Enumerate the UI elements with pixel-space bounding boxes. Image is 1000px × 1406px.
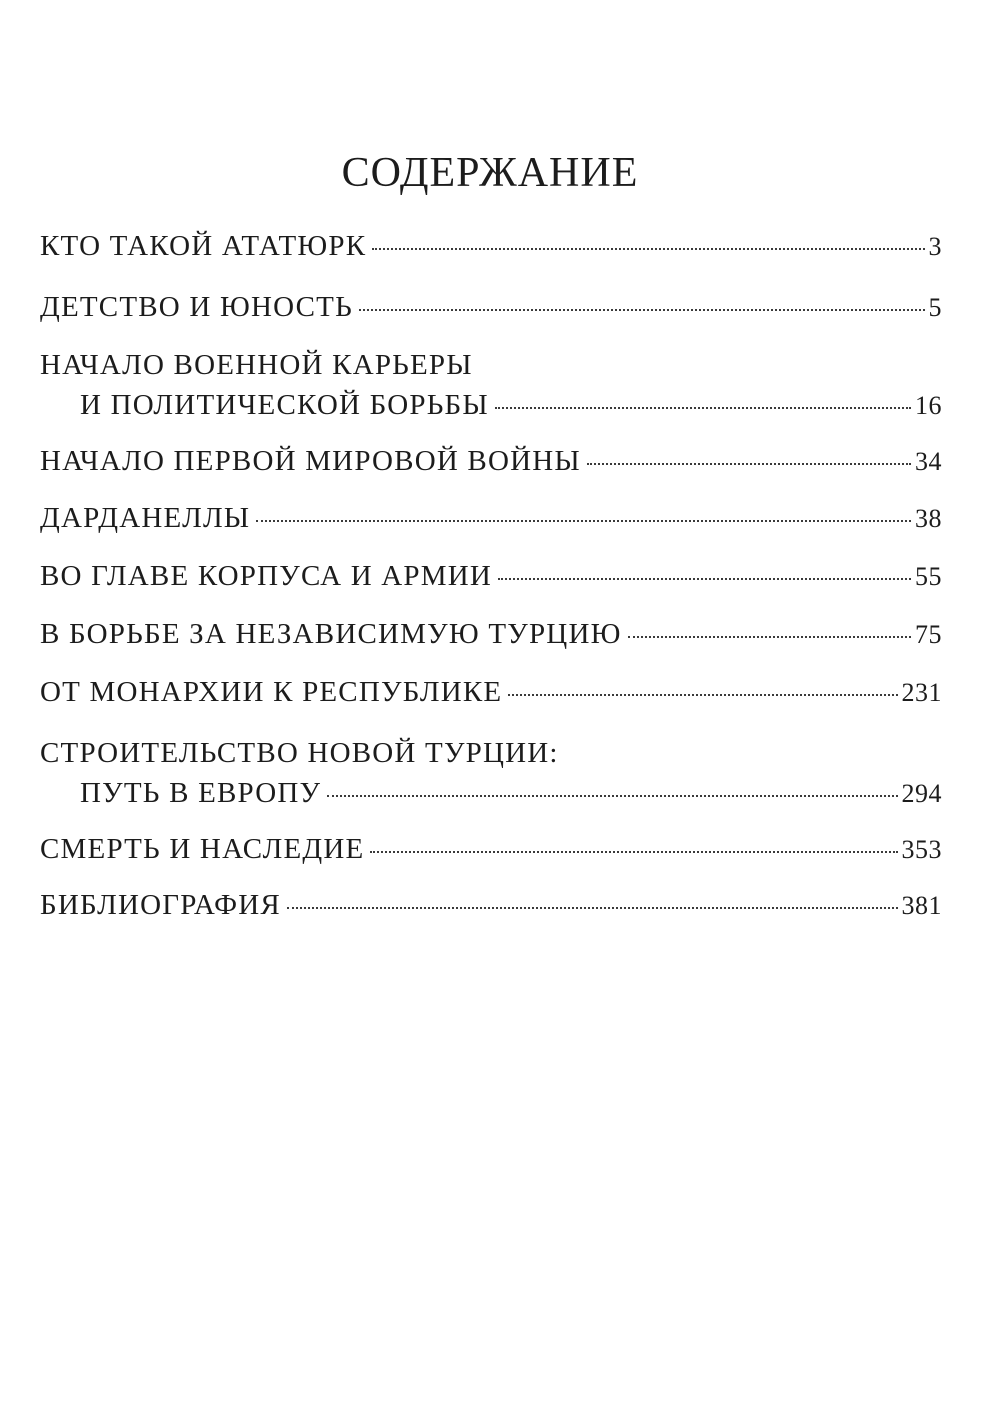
toc-entry-title: ДАРДАНЕЛЛЫ	[40, 502, 251, 534]
toc-dot-leader	[256, 518, 911, 522]
toc-entry-title-line1: СТРОИТЕЛЬСТВО НОВОЙ ТУРЦИИ:	[40, 737, 559, 769]
toc-page-number: 38	[915, 504, 942, 533]
toc-dot-leader	[287, 905, 898, 909]
toc-entry[interactable]	[40, 345, 942, 426]
toc-entry[interactable]	[40, 498, 942, 539]
toc-dot-leader	[359, 307, 925, 311]
toc-entry[interactable]	[40, 672, 942, 713]
toc-title: СОДЕРЖАНИЕ	[341, 150, 639, 196]
toc-entry[interactable]	[40, 441, 942, 482]
toc-page-number: 16	[915, 391, 942, 420]
toc-dot-leader	[372, 246, 924, 250]
toc-dot-leader	[587, 461, 911, 465]
toc-entry-title: КТО ТАКОЙ АТАТЮРК	[40, 230, 367, 262]
toc-entry-title: ДЕТСТВО И ЮНОСТЬ	[40, 291, 353, 323]
toc-page-number: 294	[901, 779, 942, 808]
toc-dot-leader	[628, 634, 911, 638]
toc-entry[interactable]	[40, 829, 942, 870]
toc-entry[interactable]	[40, 733, 942, 814]
toc-entry-title-line1: НАЧАЛО ВОЕННОЙ КАРЬЕРЫ	[40, 349, 473, 381]
toc-page-number: 5	[928, 293, 942, 322]
toc-entry[interactable]	[40, 614, 942, 655]
toc-page-number: 381	[901, 891, 942, 920]
toc-entry[interactable]	[40, 885, 942, 926]
toc-entry-title: И ПОЛИТИЧЕСКОЙ БОРЬБЫ	[80, 389, 489, 421]
toc-page-number: 3	[928, 232, 942, 261]
toc-entry[interactable]	[40, 556, 942, 597]
toc-entry[interactable]	[40, 287, 942, 328]
toc-page-number: 231	[901, 678, 942, 707]
toc-dot-leader	[495, 405, 911, 409]
toc-entry-title: ПУТЬ В ЕВРОПУ	[80, 777, 322, 809]
toc-entry-title: ОТ МОНАРХИИ К РЕСПУБЛИКЕ	[40, 676, 503, 708]
toc-entry-title: НАЧАЛО ПЕРВОЙ МИРОВОЙ ВОЙНЫ	[40, 445, 581, 477]
toc-entry-title: В БОРЬБЕ ЗА НЕЗАВИСИМУЮ ТУРЦИЮ	[40, 618, 622, 650]
toc-dot-leader	[370, 849, 897, 853]
toc-page-number: 75	[915, 620, 942, 649]
toc-dot-leader	[498, 576, 911, 580]
toc-page-number: 34	[915, 447, 942, 476]
toc-entry[interactable]	[40, 226, 942, 267]
toc-entry-title: БИБЛИОГРАФИЯ	[40, 889, 281, 921]
toc-page-number: 55	[915, 562, 942, 591]
toc-entry-title: ВО ГЛАВЕ КОРПУСА И АРМИИ	[40, 560, 493, 592]
toc-page-number: 353	[901, 835, 942, 864]
toc-dot-leader	[508, 692, 897, 696]
toc-dot-leader	[327, 793, 897, 797]
toc-entry-title: СМЕРТЬ И НАСЛЕДИЕ	[40, 833, 365, 865]
